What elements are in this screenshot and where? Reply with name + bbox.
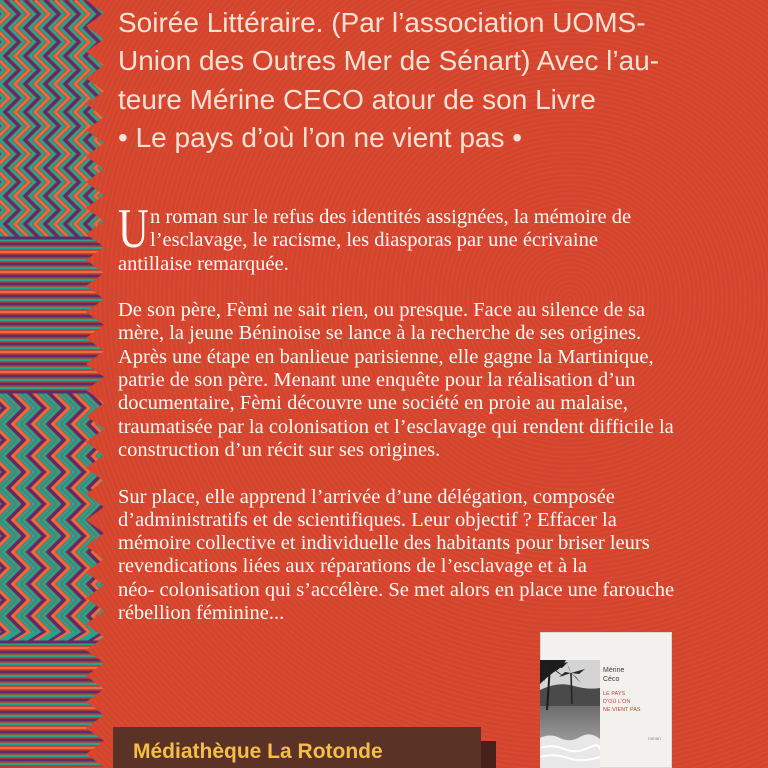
pattern-zigzag-line — [103, 392, 110, 642]
paragraph-line: Sur place, elle apprend l’arrivée d’une délégation, composée — [118, 485, 615, 508]
venue-label: Médiathèque La Rotonde — [133, 740, 383, 763]
synopsis-paragraph — [118, 486, 674, 626]
intro-paragraph — [118, 198, 674, 276]
drop-cap: U — [118, 198, 149, 260]
cover-title-line: NE VIENT PAS — [603, 707, 641, 713]
pattern-zigzag-line — [105, 0, 110, 238]
paragraph-line: antillaise remarquée. — [118, 252, 289, 275]
book-cover — [540, 632, 672, 768]
event-title-line: teure Mérine CECO atour de son Livre — [118, 83, 596, 115]
pattern-zigzag-line — [108, 392, 110, 642]
pattern-divider — [0, 237, 110, 240]
paragraph-line: rébellion féminine... — [118, 602, 285, 625]
paragraph-line: mère, la jeune Béninoise se lance à la recherche de ses origines. — [118, 322, 642, 345]
paragraph-line: traumatisée par la colonisation et l’esclavage qui rendent difficile la — [118, 415, 674, 438]
paragraph-line: d’administratifs et de scientifiques. Leur objectif ? Effacer la — [118, 508, 617, 531]
pattern-divider — [0, 391, 110, 394]
book-description — [118, 198, 675, 649]
venue-box — [113, 727, 481, 768]
cover-genre-label: roman — [648, 736, 661, 741]
paragraph-line: Après une étape en banlieue parisienne, elle gagne la Martinique, — [118, 345, 654, 368]
paragraph-line: patrie de son père. Menant une enquête pour la réalisation d’un — [118, 369, 636, 392]
cover-photo — [540, 660, 600, 768]
paragraph-line: l’esclavage, le racisme, les diasporas par une écrivaine — [150, 229, 598, 252]
cover-author-first-name: Mérine — [603, 667, 625, 674]
cover-title-line: LE PAYS — [603, 691, 626, 697]
paragraph-line: mémoire collective et individuelle des habitants pour briser leurs — [118, 532, 650, 555]
event-title-line: Union des Outres Mer de Sénart) Avec l’au- — [118, 45, 660, 77]
pattern-divider — [0, 641, 110, 644]
band-pattern-group — [0, 0, 110, 768]
paragraph-line: n roman sur le refus des identités assignées, la mémoire de — [150, 206, 632, 228]
paragraph-line: revendications liées aux réparations de l’esclavage et à la — [118, 555, 587, 578]
paragraph-line: néo- colonisation qui s’accélère. Se met alors en place une farouche — [118, 578, 675, 601]
cover-title — [603, 690, 641, 714]
event-title-line: Soirée Littéraire. (Par l’association UOMS- — [118, 7, 646, 38]
synopsis-paragraph — [118, 299, 674, 462]
palm-trunk — [571, 673, 572, 704]
pattern-zigzag-line — [100, 0, 110, 238]
paragraph-line: documentaire, Fèmi découvre une société en proie au malaise, — [118, 392, 629, 415]
event-title — [118, 4, 659, 157]
cover-author — [603, 667, 624, 684]
cover-title-line: D’OÙ L’ON — [603, 699, 631, 705]
paragraph-line: construction d’un récit sur ses origines. — [118, 438, 441, 461]
decorative-pattern-band — [0, 0, 110, 768]
cover-author-last-name: Céco — [603, 675, 620, 683]
venue-box-shadow — [481, 741, 496, 768]
book-title-line: • Le pays d’où l’on ne vient pas • — [118, 121, 523, 153]
paragraph-line: De son père, Fèmi ne sait rien, ou presque. Face au silence de sa — [118, 299, 646, 322]
